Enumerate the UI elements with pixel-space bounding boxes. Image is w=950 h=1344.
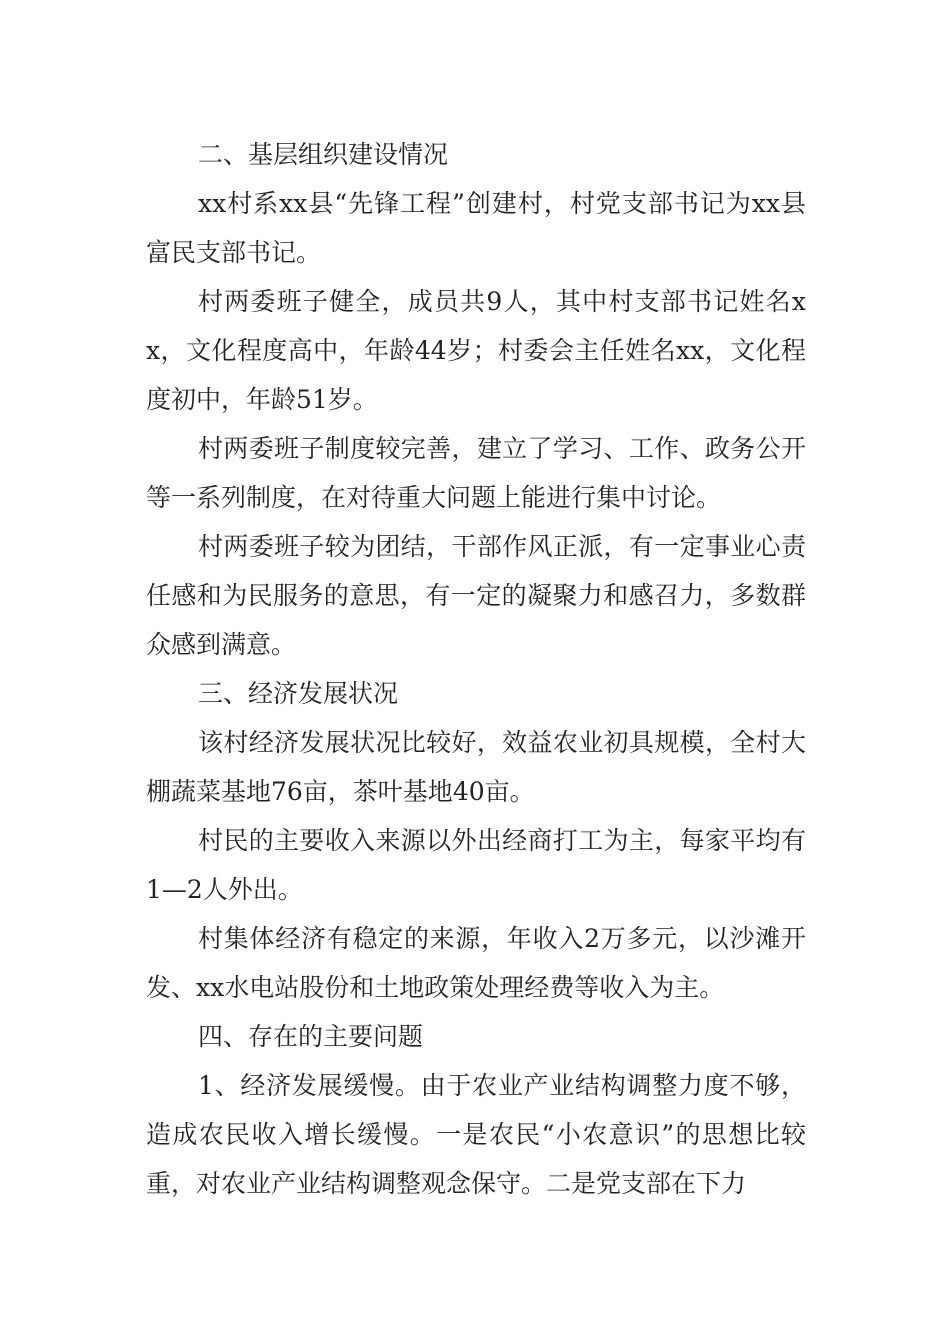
body-paragraph: 村两委班子较为团结，干部作风正派，有一定事业心责任感和为民服务的意思，有一定的凝聚力和感召力，多数群众感到满意。 bbox=[146, 532, 806, 659]
body-paragraph: 1、经济发展缓慢。由于农业产业结构调整力度不够，造成农民收入增长缓慢。一是农民“小农意识”的思想比较重，对农业产业结构调整观念保守。二是党支部在下力 bbox=[146, 1071, 806, 1198]
section-heading: 三、经济发展状况 bbox=[198, 679, 399, 708]
body-paragraph: 村两委班子制度较完善，建立了学习、工作、政务公开等一系列制度，在对待重大问题上能进行集中讨论。 bbox=[146, 434, 806, 512]
body-paragraph: 村两委班子健全，成员共9人，其中村支部书记姓名xx，文化程度高中，年龄44岁；村委会主任姓名xx，文化程度初中，年龄51岁。 bbox=[146, 287, 806, 414]
section-heading: 二、基层组织建设情况 bbox=[198, 140, 449, 169]
body-paragraph: 村集体经济有稳定的来源，年收入2万多元，以沙滩开发、xx水电站股份和土地政策处理经费等收入为主。 bbox=[146, 924, 806, 1002]
body-paragraph: 村民的主要收入来源以外出经商打工为主，每家平均有1—2人外出。 bbox=[146, 826, 806, 904]
document-page bbox=[146, 130, 806, 1208]
body-paragraph: xx村系xx县“先锋工程”创建村，村党支部书记为xx县富民支部书记。 bbox=[146, 189, 806, 267]
body-paragraph: 该村经济发展状况比较好，效益农业初具规模，全村大棚蔬菜基地76亩，茶叶基地40亩。 bbox=[146, 728, 806, 806]
section-heading: 四、存在的主要问题 bbox=[198, 1022, 424, 1051]
